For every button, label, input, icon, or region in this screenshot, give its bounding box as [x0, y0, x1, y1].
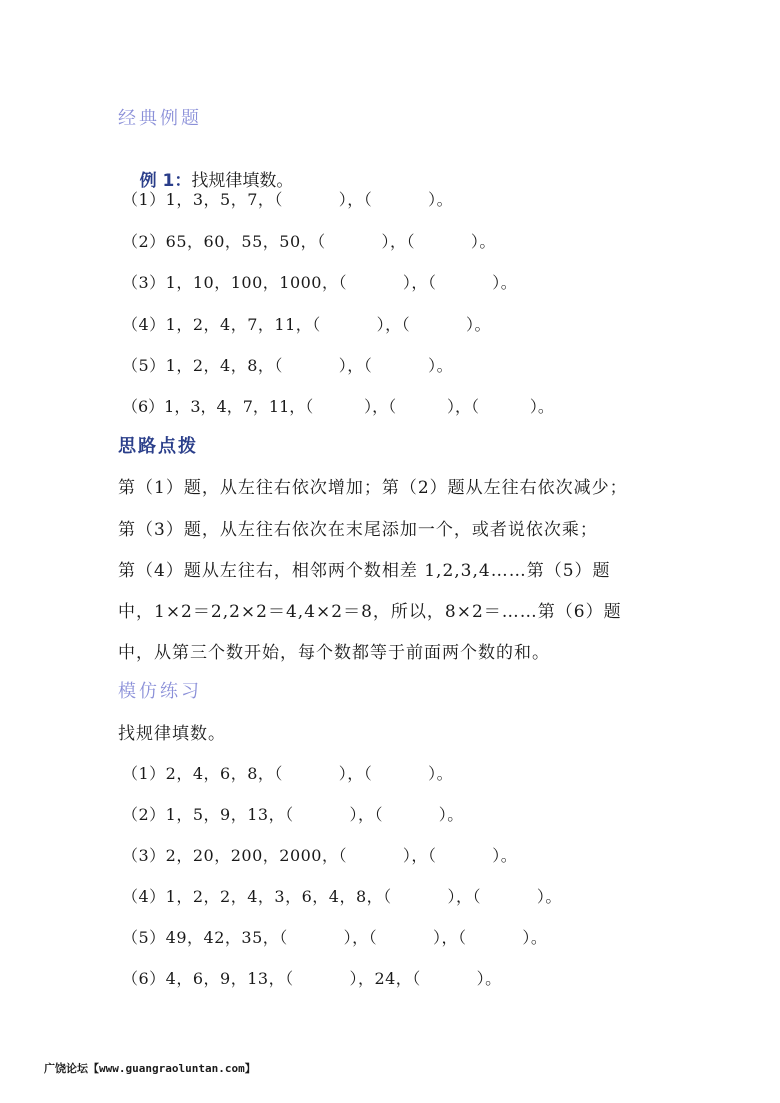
example-question-6: （6）1，3，4，7，11，（ ），（ ），（ ）。 — [122, 397, 554, 416]
practice-question-5: （5）49，42，35，（ ），（ ），（ ）。 — [122, 928, 548, 947]
section-heading-classic-examples: 经典例题 — [118, 108, 202, 129]
practice-question-3: （3）2，20，200，2000，（ ），（ ）。 — [122, 846, 518, 865]
explanation-line-2: 第（3）题，从左往右依次在末尾添加一个，或者说依次乘； — [118, 520, 598, 540]
explanation-line-3: 第（4）题从左往右，相邻两个数相差 1,2,3,4……第（5）题 — [118, 561, 611, 581]
practice-title: 找规律填数。 — [118, 724, 226, 744]
example-label: 例 1： — [139, 171, 192, 191]
example-question-4: （4）1，2，4，7，11，（ ），（ ）。 — [122, 315, 491, 334]
explanation-line-5: 中，从第三个数开始，每个数都等于前面两个数的和。 — [118, 643, 550, 663]
example-title: 找规律填数。 — [191, 171, 294, 191]
practice-question-1: （1）2，4，6，8，（ ），（ ）。 — [122, 764, 454, 783]
example-question-3: （3）1，10，100，1000，（ ），（ ）。 — [122, 273, 518, 292]
section-heading-practice: 模仿练习 — [118, 681, 202, 702]
practice-question-6: （6）4，6，9，13，（ ），24，（ ）。 — [122, 969, 502, 988]
section-heading-hints: 思路点拨 — [118, 436, 198, 457]
example-question-2: （2）65，60，55，50，（ ），（ ）。 — [122, 232, 496, 251]
example-question-5: （5）1，2，4，8，（ ），（ ）。 — [122, 356, 454, 375]
footer-source: 广饶论坛【www.guangraoluntan.com】 — [44, 1062, 256, 1075]
practice-question-4: （4）1，2，2，4，3，6，4，8，（ ），（ ）。 — [122, 887, 562, 906]
example-question-1: （1）1，3，5，7，（ ），（ ）。 — [122, 190, 454, 209]
practice-question-2: （2）1，5，9，13，（ ），（ ）。 — [122, 805, 464, 824]
explanation-line-1: 第（1）题，从左往右依次增加；第（2）题从左往右依次减少； — [118, 478, 628, 498]
explanation-line-4: 中，1×2＝2,2×2＝4,4×2＝8，所以，8×2＝……第（6）题 — [118, 602, 622, 622]
